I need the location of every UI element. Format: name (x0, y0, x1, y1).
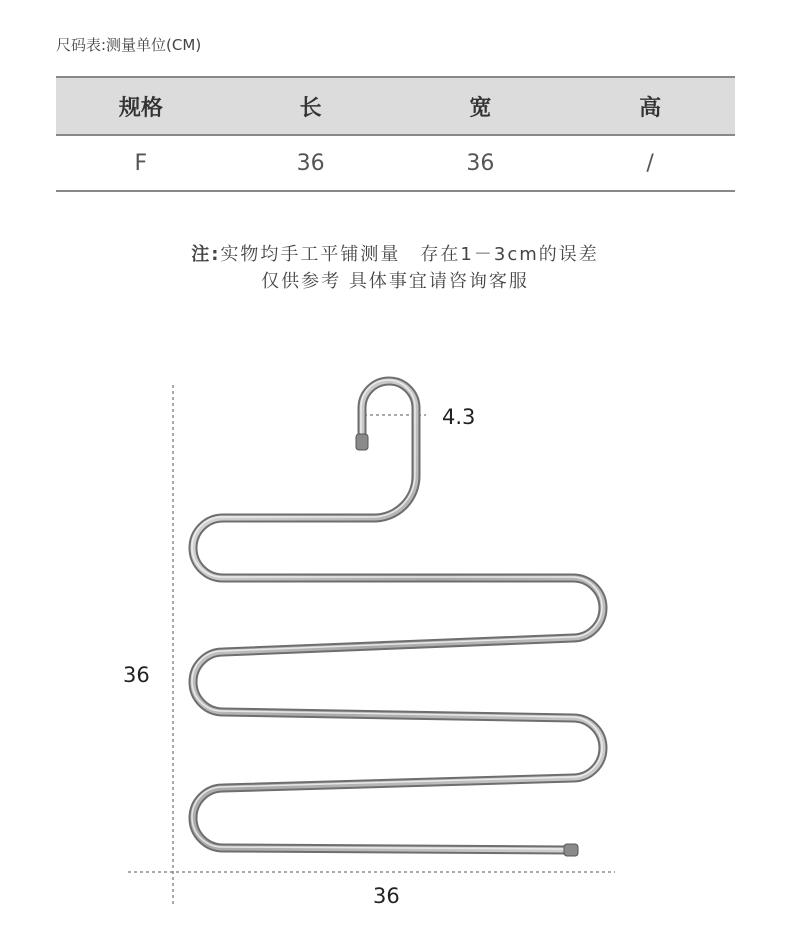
note-text-1: 实物均手工平铺测量 存在1－3cm的误差 (220, 244, 599, 265)
header-width: 宽 (396, 77, 566, 135)
cell-height: / (565, 135, 735, 191)
cell-width: 36 (396, 135, 566, 191)
hook-dimension-label: 4.3 (442, 405, 476, 429)
header-height: 高 (565, 77, 735, 135)
bar-end-cap (564, 844, 578, 856)
note-line-2: 仅供参考 具体事宜请咨询客服 (261, 271, 529, 292)
header-length: 长 (226, 77, 396, 135)
hook-end-cap (356, 434, 368, 450)
header-spec: 规格 (56, 77, 226, 135)
width-dimension-label: 36 (373, 884, 400, 908)
cell-length: 36 (226, 135, 396, 191)
size-chart-title: 尺码表:测量单位(CM) (56, 36, 202, 54)
cell-spec: F (56, 135, 226, 191)
height-dimension-label: 36 (123, 663, 150, 687)
note-label: 注: (191, 244, 221, 265)
